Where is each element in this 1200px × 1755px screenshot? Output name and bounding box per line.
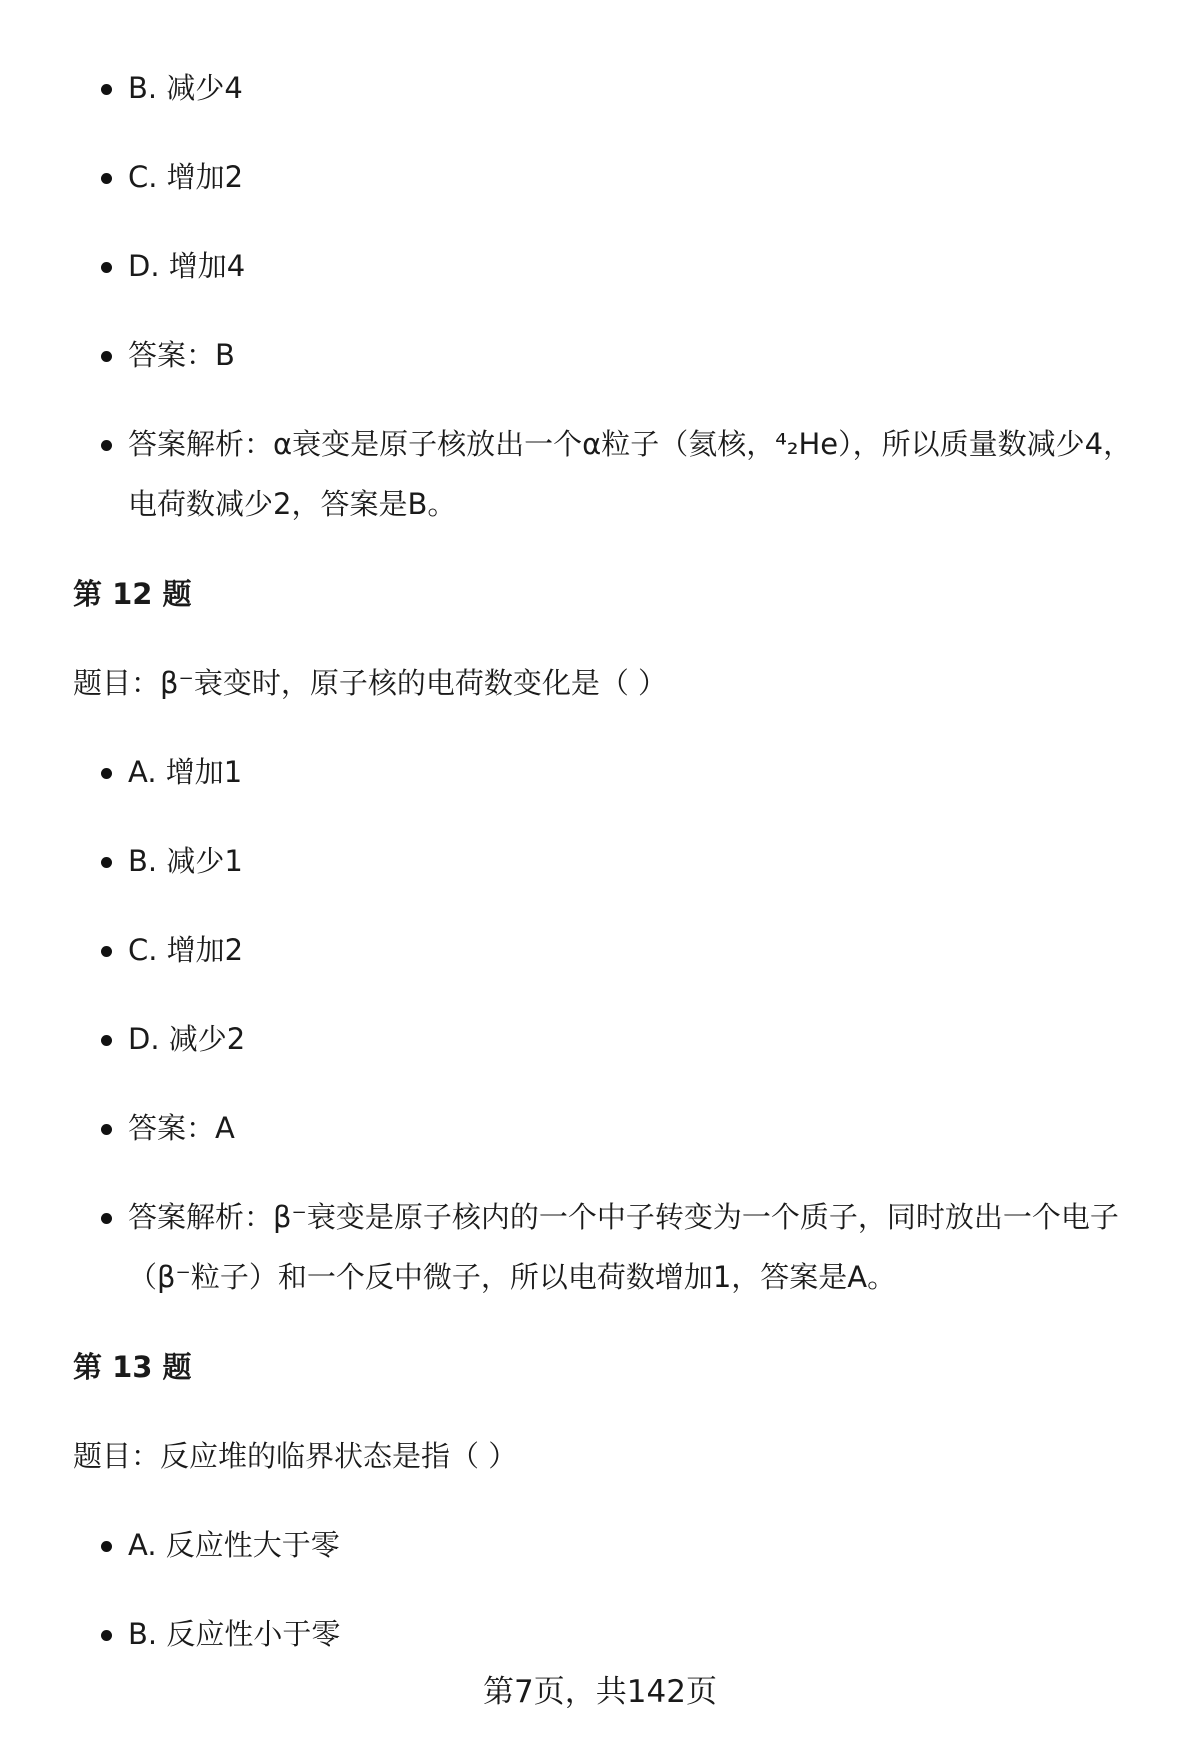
- question-text: 题目：反应堆的临界状态是指（ ）: [73, 1439, 518, 1473]
- option-d: D. 增加4: [128, 236, 1148, 296]
- option-b: B. 反应性小于零: [128, 1604, 1148, 1664]
- option-b: B. 减少4: [128, 58, 1148, 118]
- question-heading: 第 12 题: [73, 577, 192, 611]
- option-d: D. 减少2: [128, 1009, 1148, 1069]
- option-c: C. 增加2: [128, 920, 1148, 980]
- page-number: 第7页，共142页: [483, 1674, 717, 1710]
- answer-explanation: 答案解析：β⁻衰变是原子核内的一个中子转变为一个质子，同时放出一个电子（β⁻粒子）和一个反中微子，所以电荷数增加1，答案是A。: [128, 1187, 1148, 1307]
- option-c: C. 增加2: [128, 147, 1148, 207]
- answer: 答案：A: [128, 1098, 1148, 1158]
- answer-explanation: 答案解析：α衰变是原子核放出一个α粒子（氦核，⁴₂He），所以质量数减少4，电荷数减少2，答案是B。: [128, 414, 1148, 534]
- question-heading: 第 13 题: [73, 1350, 192, 1384]
- question-text: 题目：β⁻衰变时，原子核的电荷数变化是（ ）: [73, 666, 668, 700]
- option-a: A. 增加1: [128, 742, 1148, 802]
- answer: 答案：B: [128, 325, 1148, 385]
- option-a: A. 反应性大于零: [128, 1515, 1148, 1575]
- option-b: B. 减少1: [128, 831, 1148, 891]
